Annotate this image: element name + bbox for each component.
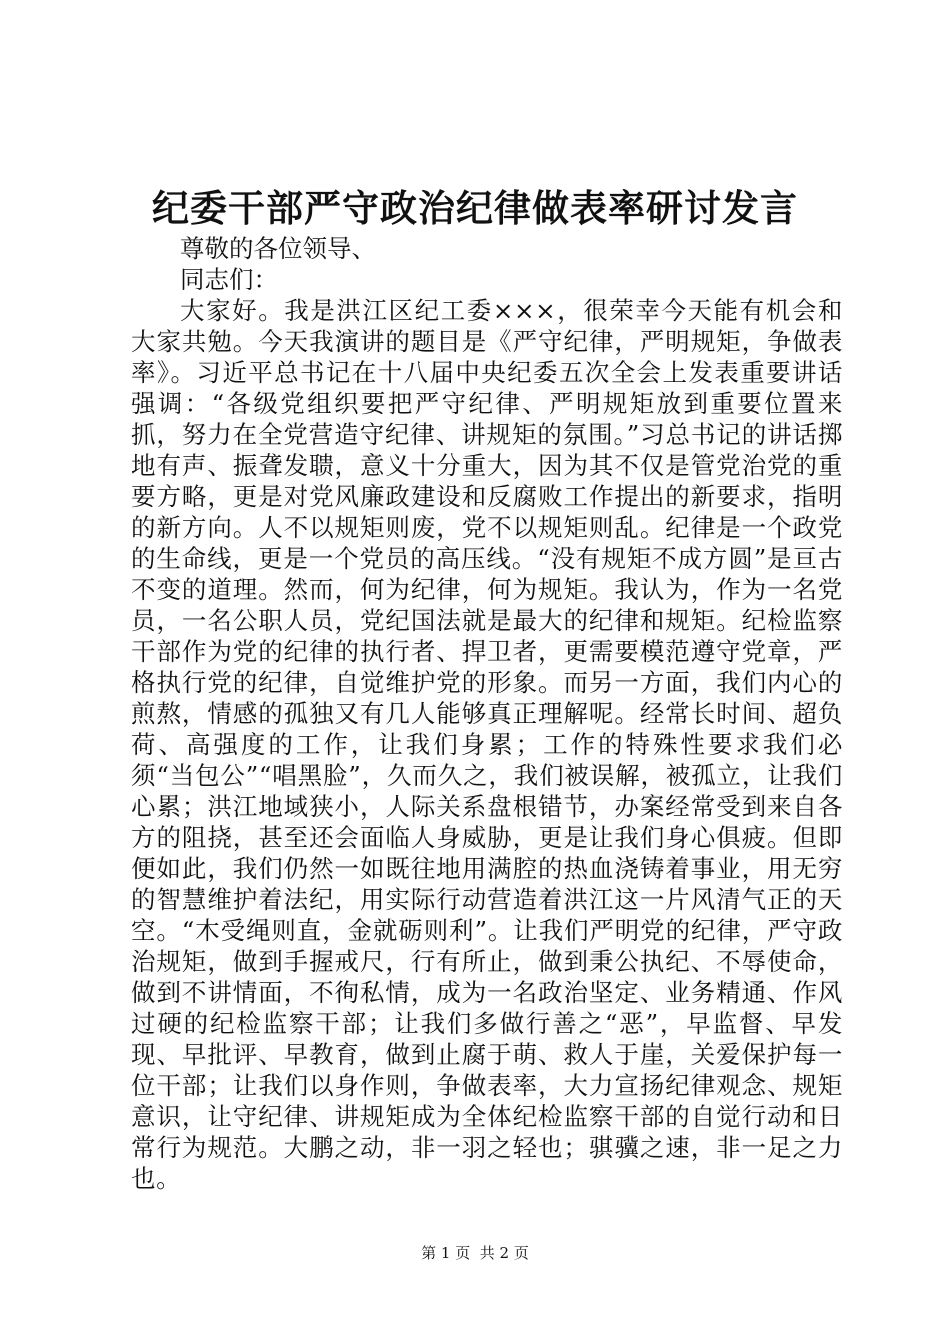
body-paragraph: 大家好。我是洪江区纪工委×××，很荣幸今天能有机会和大家共勉。今天我演讲的题目是《严守纪律，严明规矩，争做表率》。习近平总书记在十八届中央纪委五次全会上发表重要讲话强调：“各级党组织要把严守纪律、严明规矩放到重要位置来抓，努力在全党营造守纪律、讲规矩的氛围。”习总书记的讲话掷地有声、振聋发聩，意义十分重大，因为其不仅是管党治党的重要方略，更是对党风廉政建设和反腐败工作提出的新要求，指明的新方向。人不以规矩则废，党不以规矩则乱。纪律是一个政党的生命线，更是一个党员的高压线。“没有规矩不成方圆”是亘古不变的道理。然而，何为纪律，何为规矩。我认为，作为一名党员，一名公职人员，党纪国法就是最大的纪律和规矩。纪检监察干部作为党的纪律的执行者、捍卫者，更需要模范遵守党章，严格执行党的纪律，自觉维护党的形象。而另一方面，我们内心的煎熬，情感的孤独又有几人能够真正理解呢。经常长时间、超负荷、高强度的工作，让我们身累；工作的特殊性要求我们必须“当包公”“唱黑脸”，久而久之，我们被误解，被孤立，让我们心累；洪江地域狭小，人际关系盘根错节，办案经常受到来自各方的阻挠，甚至还会面临人身威胁，更是让我们身心俱疲。但即便如此，我们仍然一如既往地用满腔的热血浇铸着事业，用无穷的智慧维护着法纪，用实际行动营造着洪江这一片风清气正的天空。“木受绳则直，金就砺则利”。让我们严明党的纪律，严守政治规矩，做到手握戒尺，行有所止，做到秉公执纪、不辱使命，做到不讲情面，不徇私情，成为一名政治坚定、业务精通、作风过硬的纪检监察干部；让我们多做行善之“恶”，早监督、早发现、早批评、早教育，做到止腐于萌、救人于崖，关爱保护每一位干部；让我们以身作则，争做表率，大力宣扬纪律观念、规矩意识，让守纪律、讲规矩成为全体纪检监察干部的自觉行动和日常行为规范。大鹏之动，非一羽之轻也；骐骥之速，非一足之力也。 xyxy=(131,296,843,1193)
greeting-line-1: 尊敬的各位领导、 xyxy=(180,234,376,263)
greeting-line-2: 同志们： xyxy=(180,265,278,294)
document-title: 纪委干部严守政治纪律做表率研讨发言 xyxy=(152,186,798,230)
document-body xyxy=(131,233,843,1194)
page-number-footer: 第 1 页 共 2 页 xyxy=(421,1244,529,1262)
